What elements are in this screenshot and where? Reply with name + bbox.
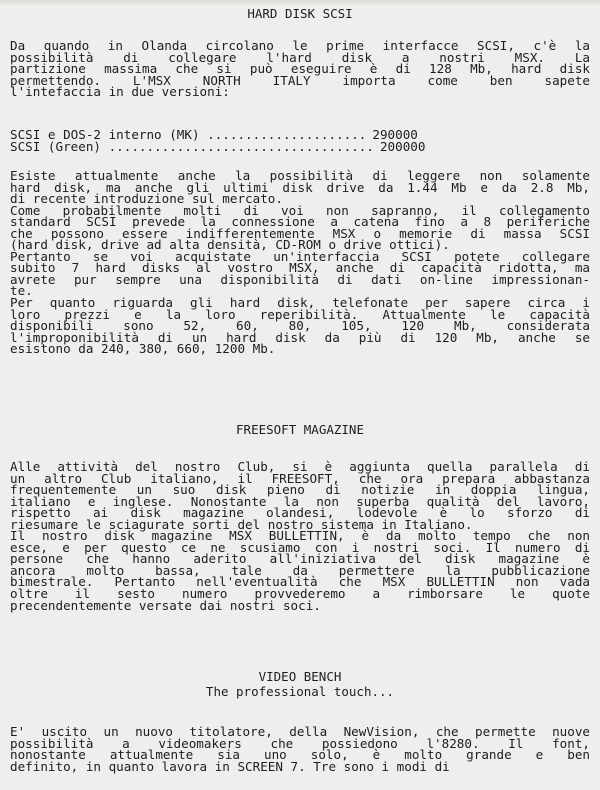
text-line: Pertanto se voi acquistate un'interfaccia SCSI potete collegare — [10, 248, 590, 264]
text-line: Per quanto riguarda gli hard disk, telefonate per sapere circa i — [10, 295, 590, 311]
text-line: un altro Club italiano, il FREESOFT, che ora prepara abbastanza — [10, 470, 590, 486]
text-line: subito 7 hard disks al vostro MSX, anche di capacità ridotta, ma — [10, 260, 590, 276]
text-line: frequentemente un suo disk pieno di notizie in doppia lingua, — [10, 482, 590, 498]
heading-video-bench: VIDEO BENCH — [258, 669, 342, 684]
text-line: disponibili sono 52, 60, 80, 105, 120 Mb, considerata — [10, 318, 590, 334]
video-body-text — [10, 726, 590, 772]
text-line: oltre il sesto numero provvederemo a rimborsare le quote — [10, 586, 590, 602]
text-line: hard disk, ma anche gli ultimi disk drive da 1.44 Mb e da 2.8 Mb, — [10, 179, 590, 195]
text-line: italiano e inglese. Nonostante la non superba qualità del lavoro, — [10, 493, 590, 509]
text-line: possibilità a videomakers che possiedono l'8280. Il font, — [10, 735, 590, 751]
text-line: nonostante attualmente sia uno solo, è molto grande e ben — [10, 747, 590, 763]
text-line: ancora molto bassa, tale da permettere la pubblicazione — [10, 562, 590, 578]
text-line: di recente introduzione sul mercato. — [10, 191, 283, 207]
text-line: Alle attività del nostro Club, si è aggiunta quella parallela di — [10, 459, 590, 474]
price-value: 290000 — [372, 127, 418, 142]
text-line: precendentemente versate dai nostri soci. — [10, 597, 321, 613]
text-line: possibilità di collegare l'hard disk a nostri MSX. La — [10, 49, 590, 65]
heading-hard-disk-scsi: HARD DISK SCSI — [247, 6, 353, 21]
text-line: Esiste attualmente anche la possibilità di leggere non solamente — [10, 168, 590, 183]
text-line: persone che hanno aderito all'iniziativa del disk magazine è — [10, 551, 590, 567]
scsi-body-text — [10, 170, 590, 355]
text-line: Come probabilmente molti di voi non sapranno, il collegamento — [10, 202, 590, 218]
text-line: te. — [10, 283, 33, 299]
text-line: standard SCSI prevede la connessione a catena fino a 8 periferiche — [10, 214, 590, 230]
text-line: che possono essere indifferentemente MSX o memorie di massa SCSI — [10, 225, 590, 241]
scsi-price-list — [10, 129, 590, 153]
text-line: loro prezzi e la loro reperibilità. Attualmente le capacità — [10, 306, 590, 322]
text-line: Da quando in Olanda circolano le prime interfacce SCSI, c'è la — [10, 38, 590, 53]
text-line: l'improponibilità di un hard disk da più di 120 Mb, anche se — [10, 329, 590, 345]
text-line: riesumare le sciagurate sorti del nostro sistema in Italiano. — [10, 516, 473, 532]
text-line: esce, e per questo ce ne scusiamo con i nostri soci. Il numero di — [10, 539, 590, 555]
price-label: SCSI e DOS-2 interno (MK) ..................... — [10, 127, 367, 142]
text-line: l'intefaccia in due versioni: — [10, 84, 230, 100]
freesoft-body-text — [10, 461, 590, 611]
scsi-intro-paragraph — [10, 40, 590, 98]
text-line: bimestrale. Pertanto nell'eventualità che MSX BULLETTIN non vada — [10, 574, 590, 590]
price-row — [10, 141, 590, 153]
text-line: Il nostro disk magazine MSX BULLETTIN, è da molto tempo che non — [10, 528, 590, 544]
text-line: rispetto ai disk magazine olandesi, lodevole è lo sforzo di — [10, 505, 590, 521]
price-label: SCSI (Green) ................................... — [10, 139, 374, 154]
price-value: 200000 — [379, 139, 426, 154]
text-line: (hard disk, drive ad alta densità, CD-ROM o drive ottici). — [10, 237, 450, 253]
text-line: definito, in quanto lavora in SCREEN 7. Tre sono i modi di — [10, 758, 450, 774]
text-line: E' uscito un nuovo titolatore, della NewVision, che permette nuove — [10, 724, 590, 739]
text-line: avrete pur sempre una disponibilità di dati on-line impressionan- — [10, 271, 590, 287]
subheading-professional-touch: The professional touch... — [205, 684, 395, 699]
text-line: esistono da 240, 380, 660, 1200 Mb. — [10, 341, 276, 357]
heading-freesoft-magazine: FREESOFT MAGAZINE — [236, 422, 364, 437]
text-line: partizione massima che si può eseguire è di 128 Mb, hard disk — [10, 61, 590, 77]
text-line: permettendo. L'MSX NORTH ITALY importa come ben sapete — [10, 72, 590, 88]
